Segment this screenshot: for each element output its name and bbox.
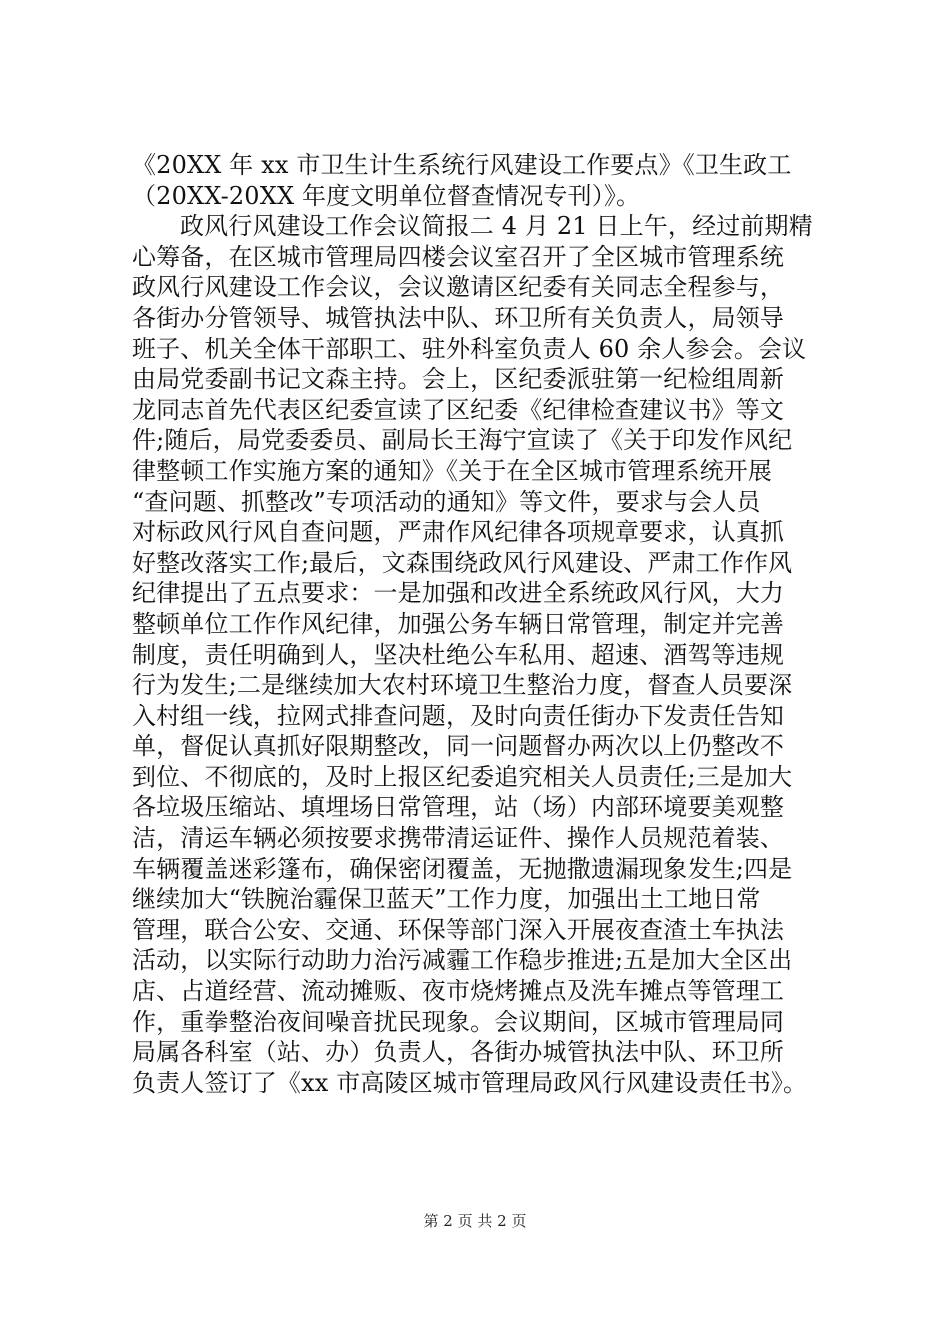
text-line: 洁，清运车辆必须按要求携带清运证件、操作人员规范着装、: [132, 824, 785, 853]
text-line: 政风行风建设工作会议简报二 4 月 21 日上午，经过前期精: [180, 212, 813, 241]
text-line: 管理，联合公安、交通、环保等部门深入开展夜查渣土车执法: [132, 915, 785, 944]
text-line: 件;随后，局党委委员、副局长王海宁宣读了《关于印发作风纪: [132, 426, 793, 455]
text-line: 制度，责任明确到人，坚决杜绝公车私用、超速、酒驾等违规: [132, 640, 785, 669]
text-line: 负责人签订了《xx 市高陵区城市管理局政风行风建设责任书》。: [132, 1068, 808, 1097]
text-line: 到位、不彻底的，及时上报区纪委追究相关人员责任;三是加大: [132, 762, 793, 791]
text-line: 龙同志首先代表区纪委宣读了区纪委《纪律检查建议书》等文: [132, 395, 785, 424]
text-line: 好整改落实工作;最后，文森围绕政风行风建设、严肃工作作风: [132, 548, 793, 577]
text-line: 店、占道经营、流动摊贩、夜市烧烤摊点及洗车摊点等管理工: [132, 977, 785, 1006]
text-line: 纪律提出了五点要求：一是加强和改进全系统政风行风，大力: [132, 579, 785, 608]
text-line: 心筹备，在区城市管理局四楼会议室召开了全区城市管理系统: [132, 242, 785, 271]
text-line: 各垃圾压缩站、填埋场日常管理，站（场）内部环境要美观整: [132, 793, 785, 822]
text-line: 整顿单位工作作风纪律，加强公务车辆日常管理，制定并完善: [132, 609, 785, 638]
page-number: 第 2 页 共 2 页: [423, 1212, 527, 1230]
body-text: [132, 150, 832, 1098]
text-line: 行为发生;二是继续加大农村环境卫生整治力度，督查人员要深: [132, 671, 793, 700]
text-line: 作，重拳整治夜间噪音扰民现象。会议期间，区城市管理局同: [132, 1007, 785, 1036]
text-line: 《20XX 年 xx 市卫生计生系统行风建设工作要点》《卫生政工: [132, 151, 792, 179]
text-line: 律整顿工作实施方案的通知》《关于在全区城市管理系统开展: [132, 456, 773, 485]
text-line: 班子、机关全体干部职工、驻外科室负责人 60 余人参会。会议: [132, 334, 807, 363]
text-line: 政风行风建设工作会议，会议邀请区纪委有关同志全程参与，: [132, 273, 785, 302]
text-line: （20XX-20XX 年度文明单位督查情况专刊）》。: [132, 181, 641, 210]
text-line: “查问题、抓整改”专项活动的通知》等文件，要求与会人员: [132, 487, 761, 516]
text-line: 对标政风行风自查问题，严肃作风纪律各项规章要求，认真抓: [132, 518, 785, 547]
text-line: 各街办分管领导、城管执法中队、环卫所有关负责人，局领导: [132, 303, 785, 332]
text-line: 由局党委副书记文森主持。会上，区纪委派驻第一纪检组周新: [132, 365, 785, 394]
text-line: 入村组一线，拉网式排查问题，及时向责任街办下发责任告知: [132, 701, 785, 730]
text-line: 继续加大“铁腕治霾保卫蓝天”工作力度，加强出土工地日常: [132, 885, 761, 914]
text-line: 活动，以实际行动助力治污减霾工作稳步推进;五是加大全区出: [132, 946, 793, 975]
text-line: 局属各科室（站、办）负责人，各街办城管执法中队、环卫所: [132, 1038, 785, 1067]
text-line: 车辆覆盖迷彩篷布，确保密闭覆盖，无抛撒遗漏现象发生;四是: [132, 854, 793, 883]
text-line: 单，督促认真抓好限期整改，同一问题督办两次以上仍整改不: [132, 732, 785, 761]
